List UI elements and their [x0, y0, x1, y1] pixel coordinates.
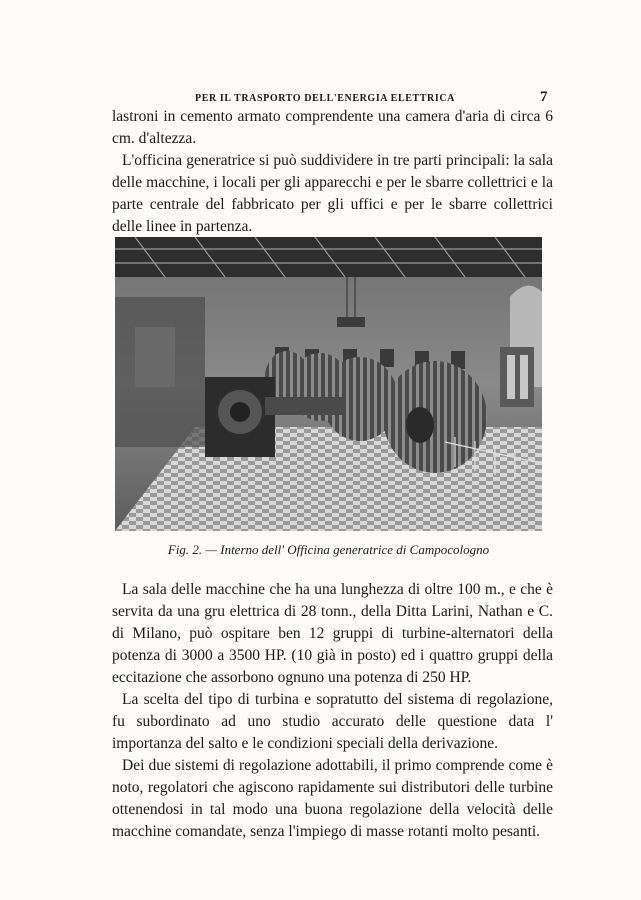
paragraph: Dei due sistemi di regolazione adottabili, il primo comprende come è noto, regolatori che agiscono rapidamente sui distributori delle turbine ottenendosi in tal modo una buona regolazione della velocità delle macchine comandate, senza l'impiego di masse rotanti molto pesanti. [112, 757, 553, 840]
running-title: PER IL TRASPORTO DELL'ENERGIA ELETTRICA [195, 93, 455, 104]
machine-hall-photo [115, 237, 542, 531]
paragraph: La scelta del tipo di turbina e sopratutto del sistema di regolazione, fu subordinato ad uno studio accurato delle questione data l' importanza del salto e le condizioni speciali della derivazione. [112, 691, 553, 752]
paragraph: L'officina generatrice si può suddividere in tre parti principali: la sala delle macchine, i locali per gli apparecchi e per le sbarre collettrici e la parte centrale del fabbricato per gli uffici e per le sbarre collettrici delle linee in partenza. [112, 152, 553, 235]
figure-photograph-machine-hall [115, 237, 542, 531]
page-number: 7 [540, 89, 548, 105]
body-text-bottom [112, 579, 553, 843]
body-text-top [112, 106, 553, 238]
figure-caption: Fig. 2. — Interno dell' Officina generatrice di Campocologno [167, 542, 490, 557]
paragraph: lastroni in cemento armato comprendente una camera d'aria di circa 6 cm. d'altezza. [112, 108, 553, 147]
paragraph: La sala delle macchine che ha una lunghezza di oltre 100 m., e che è servita da una gru elettrica di 28 tonn., della Ditta Larini, Nathan e C. di Milano, può ospitare ben 12 gruppi di turbine-alternatori della potenza di 3000 a 3500 HP. (10 già in posto) ed i quattro gruppi della eccitazione che assorbono ognuno una potenza di 250 HP. [112, 581, 553, 686]
